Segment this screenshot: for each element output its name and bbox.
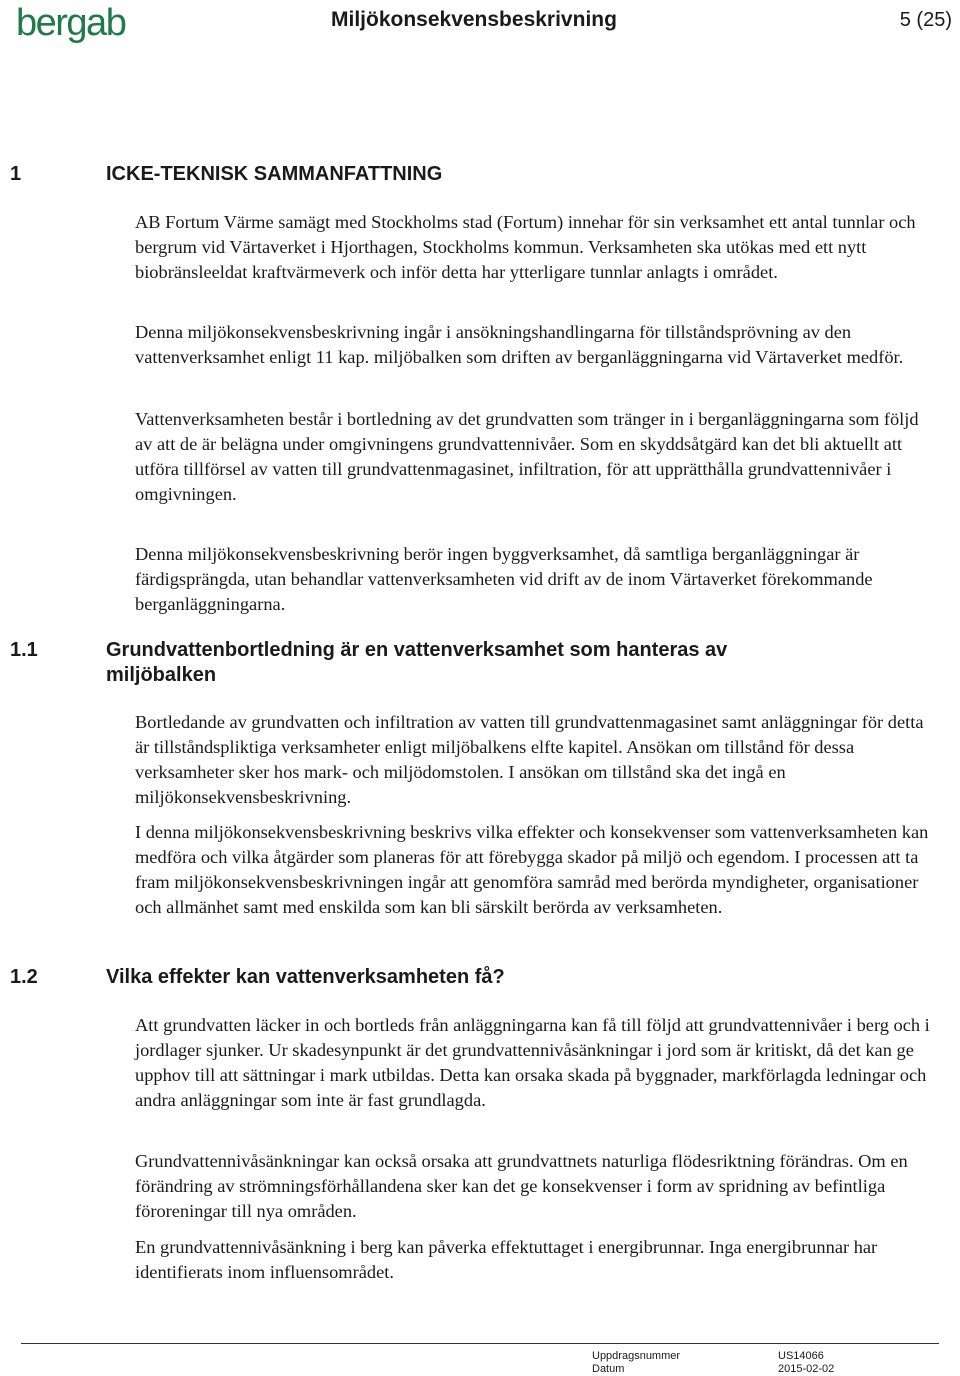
paragraph: Grundvattennivåsänkningar kan också orsaka att grundvattnets naturliga flödesriktning förändras. Om en förändring av strömningsförhållandena sker kan det ge konsekvenser i form av spridning av befintliga föroreningar till nya områden. [135,1151,908,1221]
paragraph: Bortledande av grundvatten och infiltration av vatten till grundvattenmagasinet samt anläggningar för detta är tillståndspliktiga verksamheter enligt miljöbalkens elfte kapitel. Ansökan om tillstånd för dessa verksamheter sker hos mark- och miljödomstolen. I ansökan om tillstånd ska det ingå en miljökonsekvensbeskrivning. [135,712,924,807]
paragraph: AB Fortum Värme samägt med Stockholms stad (Fortum) innehar för sin verksamhet ett antal tunnlar och bergrum vid Värtaverket i Hjorthagen, Stockholms kommun. Verksamheten ska utökas med ett nytt biobränsleeldat kraftvärmeverk och inför detta har ytterligare tunnlar anlagts i området. [135,212,916,282]
paragraph: En grundvattennivåsänkning i berg kan påverka effektuttaget i energibrunnar. Inga energibrunnar har identifierats inom influensområdet. [135,1237,878,1282]
section-number: 1.1 [10,639,38,661]
section-number: 1.2 [10,966,38,988]
assignment-number-label: Uppdragsnummer [592,1350,681,1362]
section-number: 1 [10,163,22,185]
svg-text:bergab: bergab [16,4,126,44]
section-title: Grundvattenbortledning är en vattenverksamhet som hanteras av miljöbalken [106,639,728,686]
section-heading-1-1 [10,638,810,688]
footer-values [778,1350,834,1376]
bergab-logo [16,4,128,52]
section-heading-1-2 [10,965,810,990]
page-number: 5 (25) [899,9,952,31]
section-title: Vilka effekter kan vattenverksamheten få? [106,966,505,988]
paragraph: Denna miljökonsekvensbeskrivning ingår i ansökningshandlingarna för tillståndsprövning av den vattenverksamhet enligt 11 kap. miljöbalken som driften av berganläggningarna vid Värtaverket medför. [135,322,904,367]
document-title: Miljökonsekvensbeskrivning [331,8,617,31]
paragraph: Vattenverksamheten består i bortledning av det grundvatten som tränger in i berganläggningarna som följd av att de är belägna under omgivningens grundvattennivåer. Som en skyddsåtgärd kan det bli aktuellt att utföra tillförsel av vatten till grundvattenmagasinet, infiltration, för att upprätthålla grundvattennivåer i omgivningen. [135,409,919,504]
paragraph: Att grundvatten läcker in och bortleds från anläggningarna kan få till följd att grundvattennivåer i berg och i jordlager sjunker. Ur skadesynpunkt är det grundvattennivåsänkningar i jord som är kritiskt, då det kan ge upphov till att sättningar i mark utbildas. Detta kan orsaka skada på byggnader, markförlagda ledningar och andra anläggningar som inte är fast grundlagda. [135,1015,930,1110]
assignment-number-value: US14066 [778,1350,824,1362]
paragraph: Denna miljökonsekvensbeskrivning berör ingen byggverksamhet, då samtliga berganläggningar är färdigsprängda, utan behandlar vattenverksamheten vid drift av de inom Värtaverket förekommande berganläggningarna. [135,544,873,614]
section-title: ICKE-TEKNISK SAMMANFATTNING [106,163,443,185]
footer-labels [592,1350,680,1376]
date-value: 2015-02-02 [778,1363,835,1375]
section-heading-1 [10,162,810,187]
footer-divider [21,1343,939,1344]
paragraph: I denna miljökonsekvensbeskrivning beskrivs vilka effekter och konsekvenser som vattenverksamheten kan medföra och vilka åtgärder som planeras för att förebygga skador på miljö och egendom. I processen att ta fram miljökonsekvensbeskrivningen ingår att genomföra samråd med berörda myndigheter, organisationer och allmänhet samt med enskilda som kan bli särskilt berörda av verksamheten. [135,822,929,917]
date-label: Datum [592,1363,625,1375]
page-header [0,0,960,60]
